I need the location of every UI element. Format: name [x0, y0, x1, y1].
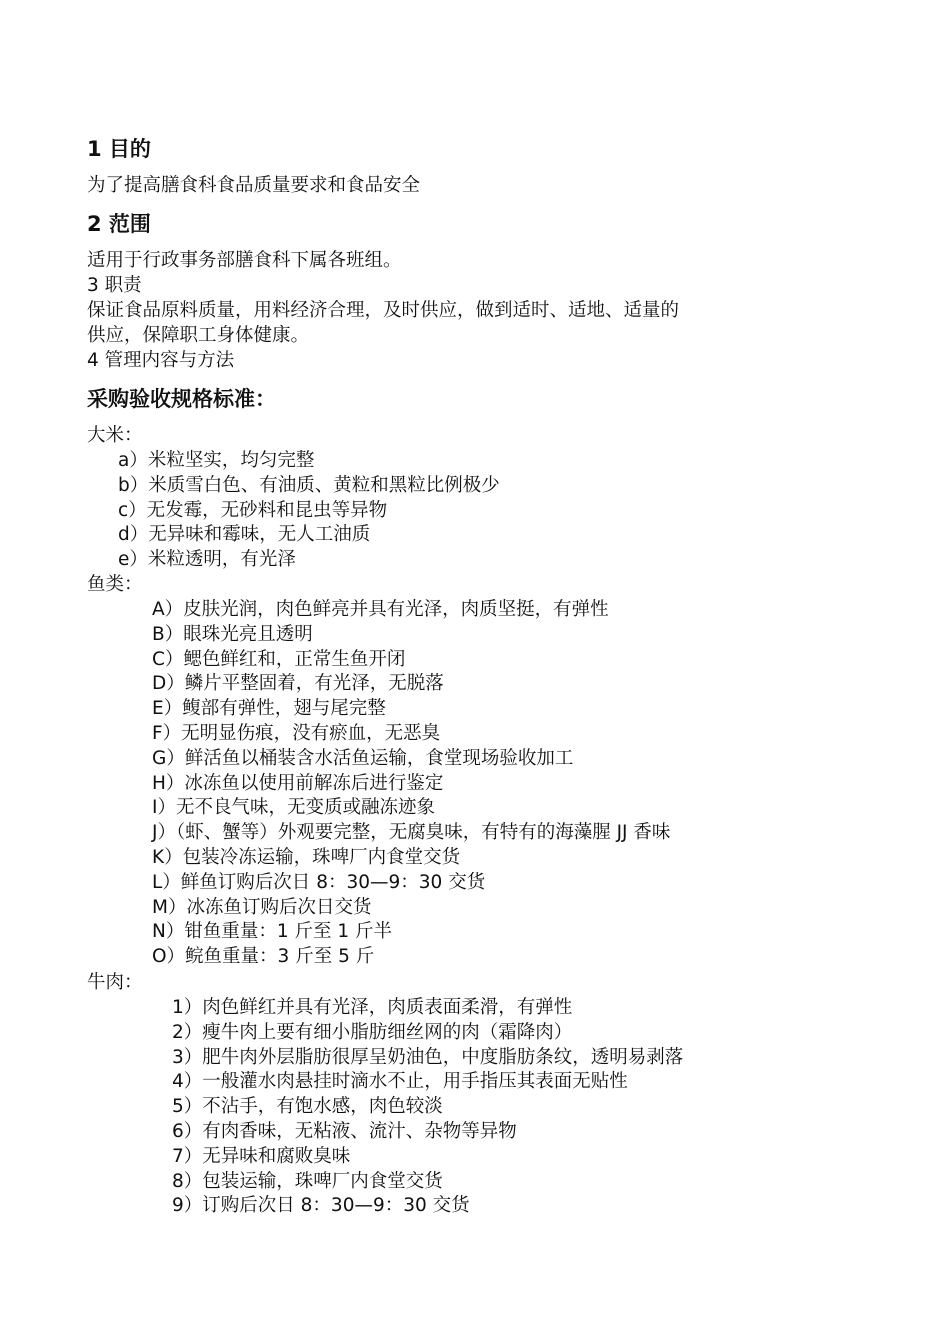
beef-label: 牛肉： — [87, 972, 143, 993]
list-item: N）钳鱼重量：1 斤至 1 斤半 — [152, 921, 393, 943]
list-item: H）冰冻鱼以使用前解冻后进行鉴定 — [152, 772, 444, 794]
list-item: C）鳃色鲜红和，正常生鱼开闭 — [152, 648, 406, 670]
section-heading-duty: 3 职责 — [87, 275, 142, 296]
list-item: e）米粒透明，有光泽 — [118, 549, 296, 571]
section-heading-scope: 2 范围 — [87, 212, 151, 236]
section-heading-purpose: 1 目的 — [87, 137, 151, 161]
list-item: D）鳞片平整固着，有光泽，无脱落 — [152, 673, 444, 695]
list-item: 2）瘦牛肉上要有细小脂肪细丝网的肉（霜降肉） — [172, 1021, 573, 1043]
list-item: a）米粒坚实，均匀完整 — [118, 450, 315, 471]
fish-label: 鱼类： — [87, 574, 143, 595]
list-item: I）无不良气味，无变质或融冻迹象 — [152, 797, 435, 819]
list-item: c）无发霉，无砂料和昆虫等异物 — [118, 499, 388, 521]
list-item: 5）不沾手，有饱水感，肉色较淡 — [172, 1096, 443, 1118]
list-item: J）（虾、蟹等）外观要完整，无腐臭味，有特有的海藻腥 JJ 香味 — [152, 822, 671, 844]
list-item: M）冰冻鱼订购后次日交货 — [152, 896, 372, 918]
list-item: b）米质雪白色、有油质、黄粒和黑粒比例极少 — [118, 474, 500, 496]
standards-heading: 采购验收规格标准： — [87, 387, 276, 411]
section-heading-management: 4 管理内容与方法 — [87, 350, 235, 371]
list-item: 1）肉色鲜红并具有光泽，肉质表面柔滑，有弹性 — [172, 997, 573, 1018]
list-item: 7）无异味和腐败臭味 — [172, 1145, 351, 1167]
list-item: 3）肥牛肉外层脂肪很厚呈奶油色，中度脂肪条纹，透明易剥落 — [172, 1046, 684, 1068]
duty-text-line-1: 保证食品原料质量，用料经济合理，及时供应，做到适时、适地、适量的 — [87, 300, 680, 321]
list-item: d）无异味和霉味，无人工油质 — [118, 524, 371, 546]
duty-text-line-2: 供应，保障职工身体健康。 — [87, 325, 310, 346]
fish-criteria-list — [152, 598, 670, 970]
list-item: F）无明显伤痕，没有瘀血，无恶臭 — [152, 722, 441, 744]
list-item: L）鲜鱼订购后次日 8：30—9：30 交货 — [152, 871, 486, 893]
scope-text: 适用于行政事务部膳食科下属各班组。 — [87, 250, 402, 271]
rice-criteria-list — [118, 449, 500, 573]
rice-label: 大米： — [87, 425, 143, 446]
list-item: 4）一般灌水肉悬挂时滴水不止，用手指压其表面无贴性 — [172, 1071, 628, 1093]
list-item: 8）包装运输，珠啤厂内食堂交货 — [172, 1170, 443, 1192]
beef-criteria-list — [172, 996, 683, 1219]
list-item: 6）有肉香味，无粘液、流汁、杂物等异物 — [172, 1120, 517, 1142]
list-item: K）包装冷冻运输，珠啤厂内食堂交货 — [152, 846, 461, 868]
list-item: G）鲜活鱼以桶装含水活鱼运输，食堂现场验收加工 — [152, 747, 574, 769]
list-item: A）皮肤光润，肉色鲜亮并具有光泽，肉质坚挺，有弹性 — [152, 599, 609, 620]
list-item: O）鲩鱼重量：3 斤至 5 斤 — [152, 946, 375, 968]
list-item: 9）订购后次日 8：30—9：30 交货 — [172, 1195, 470, 1217]
purpose-text: 为了提高膳食科食品质量要求和食品安全 — [87, 175, 421, 196]
list-item: E）鳆部有弹性，翅与尾完整 — [152, 698, 386, 720]
list-item: B）眼珠光亮且透明 — [152, 623, 313, 645]
